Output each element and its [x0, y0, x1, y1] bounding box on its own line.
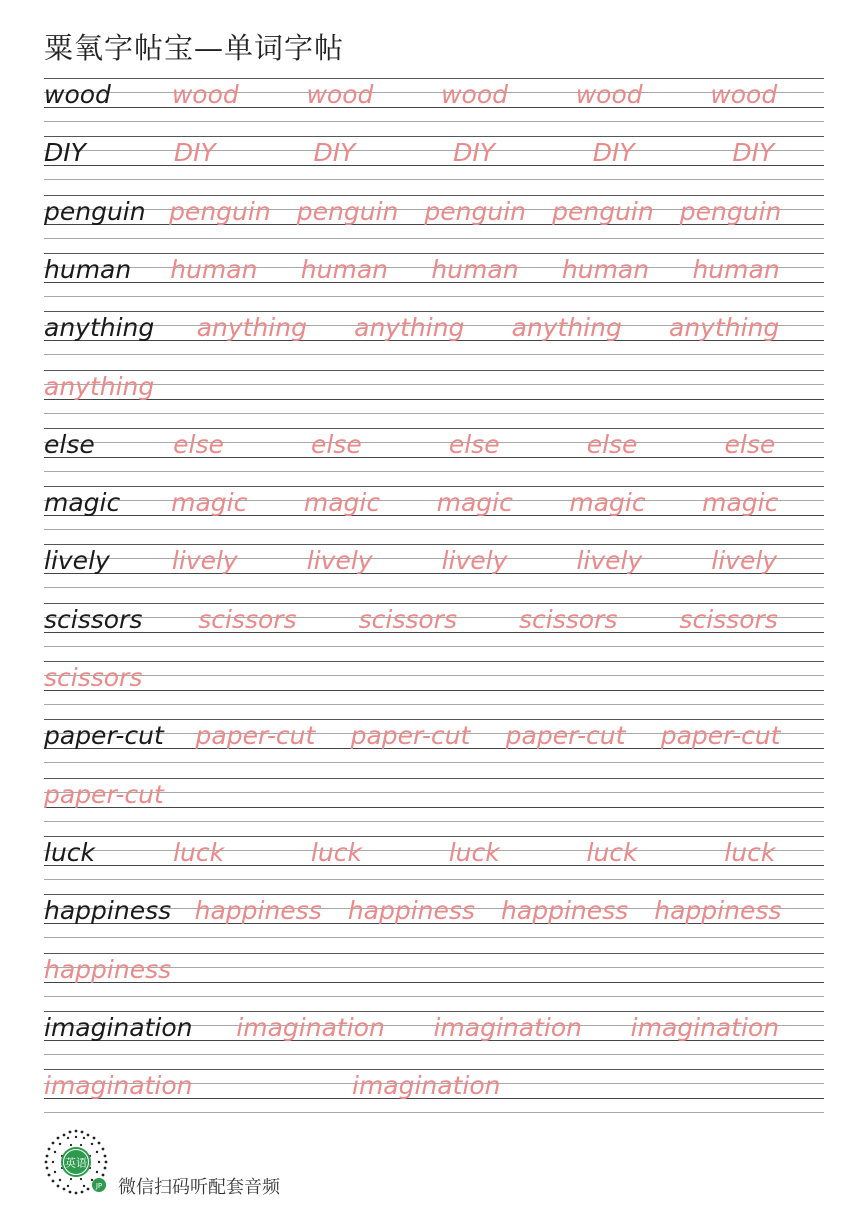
- baseline: [44, 165, 824, 166]
- trace-word: penguin: [424, 196, 527, 226]
- trace-word: scissors: [198, 604, 297, 634]
- baseline: [44, 457, 824, 458]
- trace-word: luck: [586, 837, 638, 867]
- guide-line: [44, 937, 824, 938]
- trace-word: human: [692, 254, 780, 284]
- trace-word: imagination: [44, 1071, 193, 1101]
- model-word: scissors: [44, 604, 143, 634]
- model-word: lively: [44, 546, 110, 576]
- trace-word: imagination: [630, 1012, 780, 1042]
- writing-row: [44, 719, 824, 763]
- trace-word: lively: [171, 546, 238, 576]
- baseline: [44, 690, 824, 691]
- trace-word: magic: [171, 488, 248, 518]
- guide-line: [44, 253, 824, 254]
- guide-line: [44, 1069, 824, 1070]
- guide-line: [44, 587, 824, 588]
- trace-word: happiness: [347, 896, 475, 926]
- guide-line: [44, 953, 824, 954]
- trace-word: human: [431, 254, 519, 284]
- trace-word: else: [448, 429, 500, 459]
- trace-word: lively: [576, 546, 643, 576]
- model-word: wood: [44, 80, 111, 109]
- writing-row: [44, 428, 824, 472]
- guide-line: [44, 413, 824, 414]
- guide-line: [44, 486, 824, 487]
- trace-word: penguin: [679, 196, 782, 226]
- trace-word: magic: [569, 488, 646, 518]
- guide-line: [44, 661, 824, 662]
- guide-line: [44, 1112, 824, 1113]
- trace-word: imagination: [352, 1071, 501, 1101]
- baseline: [44, 399, 824, 400]
- writing-row: [44, 603, 824, 647]
- trace-word: luck: [724, 837, 776, 867]
- guide-line: [44, 544, 824, 545]
- trace-word: luck: [310, 837, 362, 867]
- guide-line: [44, 529, 824, 530]
- trace-word: human: [561, 254, 650, 284]
- guide-line: [44, 894, 824, 895]
- qr-corner-label: JP: [95, 1182, 103, 1190]
- guide-line: [44, 471, 824, 472]
- writing-row: [44, 370, 824, 414]
- trace-word: happiness: [194, 896, 322, 926]
- trace-word: luck: [448, 837, 500, 867]
- trace-word: happiness: [501, 896, 629, 926]
- baseline: [44, 573, 824, 574]
- model-word: luck: [44, 837, 96, 867]
- writing-row: [44, 1011, 824, 1055]
- guide-line: [44, 136, 824, 137]
- guide-line: [44, 150, 824, 151]
- writing-row: [44, 195, 824, 239]
- baseline: [44, 865, 824, 866]
- guide-line: [44, 384, 824, 385]
- writing-row: [44, 661, 824, 705]
- trace-word: magic: [436, 488, 513, 518]
- trace-word: paper-cut: [195, 721, 316, 751]
- baseline: [44, 107, 824, 108]
- trace-word: anything: [196, 313, 307, 343]
- trace-word: imagination: [236, 1012, 385, 1042]
- trace-word: else: [173, 429, 224, 459]
- guide-line: [44, 762, 824, 763]
- trace-word: penguin: [296, 196, 399, 226]
- writing-row: [44, 1069, 824, 1113]
- guide-line: [44, 704, 824, 705]
- trace-word: anything: [511, 313, 622, 343]
- trace-word: magic: [702, 488, 779, 518]
- trace-word: else: [724, 429, 776, 459]
- guide-line: [44, 296, 824, 297]
- guide-line: [44, 778, 824, 779]
- writing-row: [44, 778, 824, 822]
- model-word: DIY: [44, 138, 86, 168]
- model-word: paper-cut: [44, 721, 164, 751]
- trace-word: DIY: [173, 138, 216, 168]
- guide-line: [44, 179, 824, 180]
- model-word: human: [44, 254, 132, 284]
- model-word: penguin: [44, 196, 146, 226]
- trace-word: human: [300, 254, 388, 284]
- model-word: happiness: [44, 896, 172, 926]
- guide-line: [44, 195, 824, 196]
- guide-line: [44, 311, 824, 312]
- writing-row: [44, 544, 824, 588]
- writing-row: [44, 486, 824, 530]
- trace-word: DIY: [592, 138, 635, 168]
- trace-word: DIY: [732, 138, 775, 168]
- qr-code-icon[interactable]: [42, 1128, 110, 1196]
- trace-word: penguin: [552, 196, 654, 226]
- trace-word: wood: [441, 80, 508, 109]
- trace-word: lively: [306, 546, 373, 576]
- trace-word: paper-cut: [660, 721, 781, 751]
- trace-word: imagination: [433, 1012, 582, 1042]
- qr-code-graphic: [42, 1128, 110, 1196]
- writing-row: [44, 253, 824, 297]
- trace-word: human: [170, 254, 258, 284]
- guide-line: [44, 1054, 824, 1055]
- qr-badge-label: 英语: [65, 1156, 87, 1170]
- model-word: magic: [44, 488, 121, 518]
- trace-word: wood: [171, 80, 239, 109]
- writing-row: [44, 78, 824, 122]
- trace-word: penguin: [169, 196, 271, 226]
- guide-line: [44, 821, 824, 822]
- guide-line: [44, 238, 824, 239]
- trace-word: magic: [303, 488, 381, 518]
- guide-line: [44, 603, 824, 604]
- page-title: 粟氧字帖宝—单词字帖: [44, 31, 345, 65]
- trace-word: else: [586, 429, 638, 459]
- footer-caption: 微信扫码听配套音频: [118, 1177, 280, 1198]
- guide-line: [44, 428, 824, 429]
- writing-row: [44, 836, 824, 880]
- trace-word: paper-cut: [44, 779, 164, 809]
- writing-row: [44, 894, 824, 938]
- trace-word: DIY: [453, 138, 495, 168]
- guide-line: [44, 1011, 824, 1012]
- writing-row: [44, 311, 824, 355]
- guide-line: [44, 836, 824, 837]
- guide-line: [44, 719, 824, 720]
- trace-word: paper-cut: [350, 721, 471, 751]
- guide-line: [44, 850, 824, 851]
- model-word: anything: [44, 313, 155, 343]
- guide-line: [44, 354, 824, 355]
- trace-word: anything: [669, 313, 780, 343]
- guide-line: [44, 370, 824, 371]
- guide-line: [44, 558, 824, 559]
- trace-word: else: [310, 429, 362, 459]
- trace-word: paper-cut: [505, 721, 626, 751]
- trace-word: lively: [441, 546, 508, 576]
- trace-word: luck: [173, 837, 225, 867]
- trace-word: happiness: [654, 896, 782, 926]
- writing-row: [44, 953, 824, 997]
- guide-line: [44, 675, 824, 676]
- trace-word: DIY: [313, 138, 356, 168]
- trace-word: scissors: [679, 604, 778, 634]
- guide-line: [44, 121, 824, 122]
- trace-word: anything: [354, 313, 465, 343]
- guide-line: [44, 879, 824, 880]
- trace-word: lively: [711, 546, 778, 576]
- trace-word: anything: [44, 371, 155, 401]
- trace-word: wood: [710, 80, 778, 109]
- trace-word: wood: [306, 80, 374, 109]
- trace-word: wood: [575, 80, 643, 109]
- trace-word: happiness: [44, 954, 172, 984]
- guide-line: [44, 442, 824, 443]
- writing-row: [44, 136, 824, 180]
- guide-line: [44, 646, 824, 647]
- guide-line: [44, 78, 824, 79]
- trace-word: scissors: [519, 604, 618, 634]
- model-word: imagination: [44, 1012, 193, 1042]
- trace-word: scissors: [44, 663, 143, 692]
- guide-line: [44, 92, 824, 93]
- model-word: else: [44, 429, 95, 459]
- guide-line: [44, 996, 824, 997]
- trace-word: scissors: [358, 604, 457, 634]
